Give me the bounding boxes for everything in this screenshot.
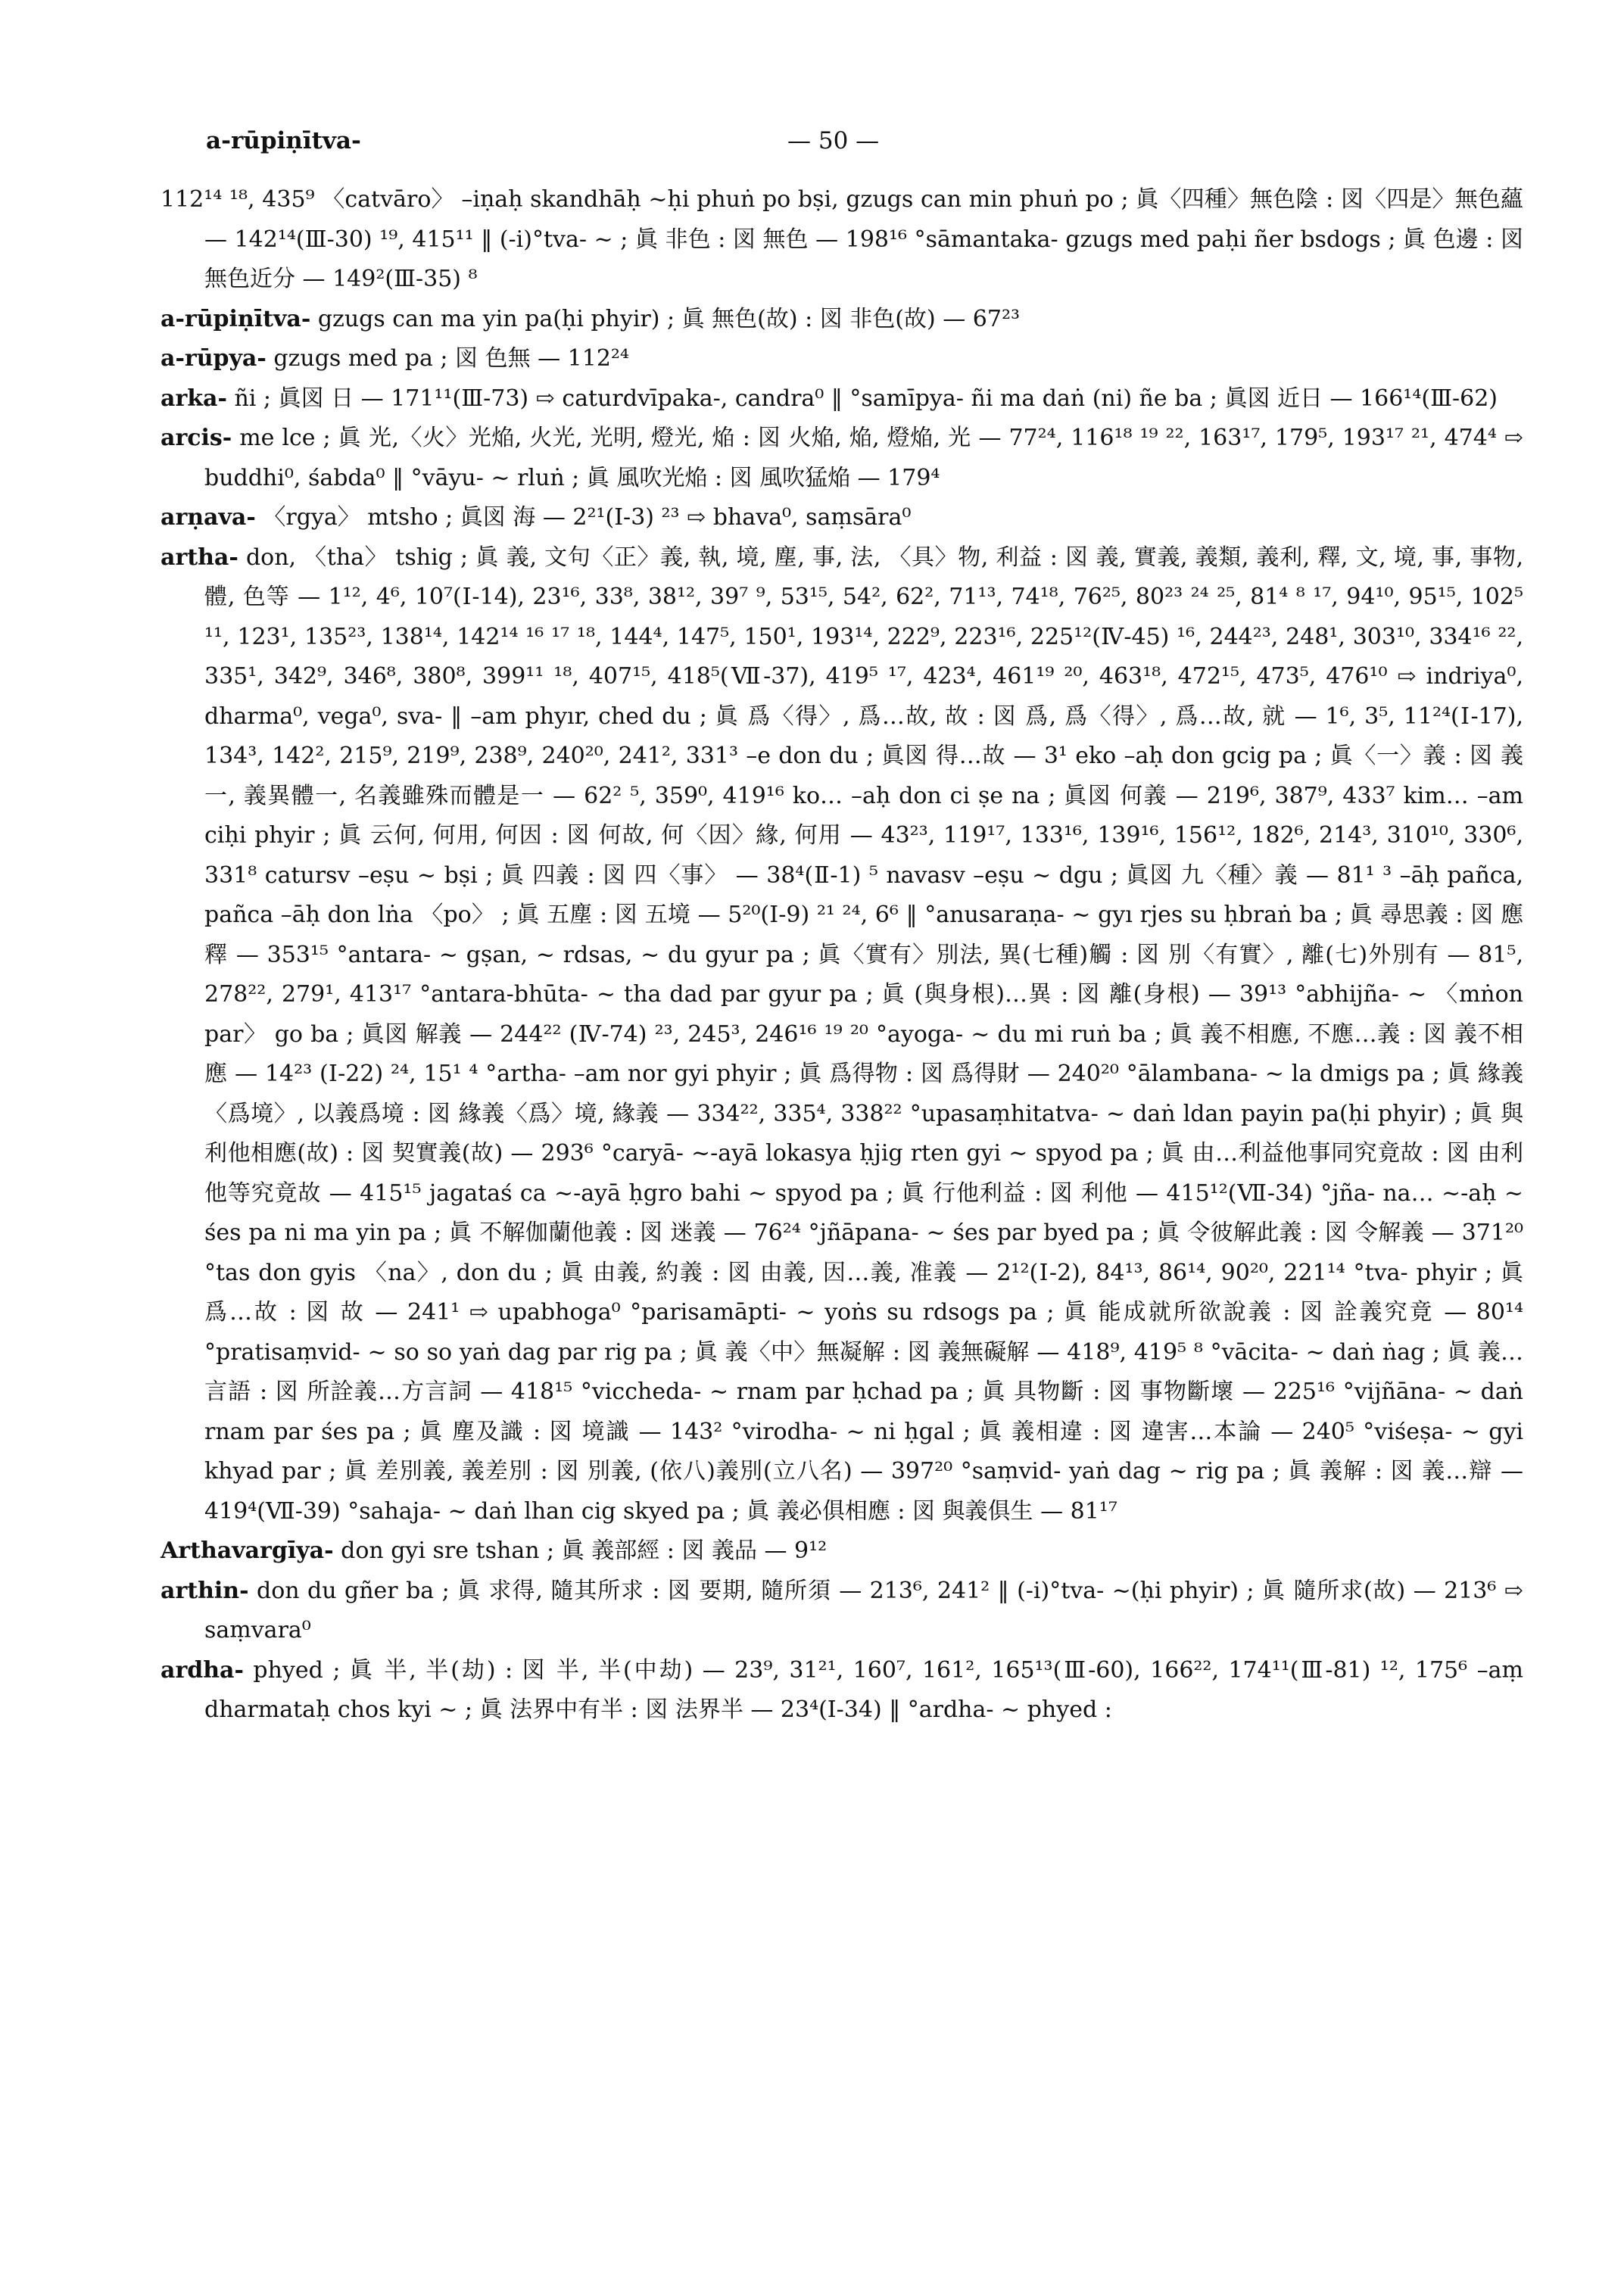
entry-arthin [161,1572,1523,1651]
entry-continuation [161,180,1523,300]
entry-text: 〈rgya〉 mtsho ; 眞図 海 — 2²¹(Ⅰ-3) ²³ ⇨ bhava⁰, saṃsāra⁰ [263,504,912,531]
entry-list [161,180,1523,1731]
entry-a-rupinitva [161,300,1523,340]
entry-arka [161,379,1523,419]
entry-text: gzugs med pa ; 図 色無 — 112²⁴ [273,345,629,372]
entry-headword: arka- [161,385,227,412]
entry-text: ñi ; 眞図 日 — 171¹¹(Ⅲ-73) ⇨ caturdvīpaka-, candra⁰ ‖ °samīpya- ñi ma daṅ (ni) ñe ba ; 眞図 近日 — 166¹⁴(Ⅲ-62) [234,385,1498,412]
entry-text: 112¹⁴ ¹⁸, 435⁹ 〈catvāro〉 –iṇaḥ skandhāḥ ~ḥi phuṅ po bṣi, gzugs can min phuṅ po ; 眞〈四種〉無色陰 : 図〈四是〉無色蘊 — 142¹⁴(Ⅲ-30) ¹⁹, 415¹¹ ‖ (-i)°tva- ~ ; 眞 非色 : 図 無色 — 198¹⁶ °sāmantaka- gzugs med paḥi ñer bsdogs ; 眞 色邊 : 図 無色近分 — 149²(Ⅲ-35) ⁸ [161,186,1523,292]
entry-arcis [161,419,1523,498]
entry-headword: arcis- [161,425,232,451]
entry-headword: artha- [161,544,238,571]
entry-a-rupya [161,339,1523,379]
entry-text: don, 〈tha〉 tshig ; 眞 義, 文句〈正〉義, 執, 境, 塵, 事, 法, 〈具〉物, 利益 : 図 義, 實義, 義類, 義利, 釋, 文, 境, 事, 事物, 體, 色等 — 1¹², 4⁶, 10⁷(Ⅰ-14), 23¹⁶, 33⁸, 38¹², 39⁷ ⁹, 53¹⁵, 54², 62², 71¹³, 74¹⁸, 76²⁵, 80²³ ²⁴ ²⁵, 81⁴ ⁸ ¹⁷, 94¹⁰, 95¹⁵, 102⁵ ¹¹, 123¹, 135²³, 138¹⁴, 142¹⁴ ¹⁶ ¹⁷ ¹⁸, 144⁴, 147⁵, 150¹, 193¹⁴, 222⁹, 223¹⁶, 225¹²(Ⅳ-45) ¹⁶, 244²³, 248¹, 303¹⁰, 334¹⁶ ²², 335¹, 342⁹, 346⁸, 380⁸, 399¹¹ ¹⁸, 407¹⁵, 418⁵(Ⅶ-37), 419⁵ ¹⁷, 423⁴, 461¹⁹ ²⁰, 463¹⁸, 472¹⁵, 473⁵, 476¹⁰ ⇨ indriya⁰, dharma⁰, vega⁰, sva- ‖ –am phyır, ched du ; 眞 爲〈得〉, 爲…故, 故 : 図 爲, 爲〈得〉, 爲…故, 就 — 1⁶, 3⁵, 11²⁴(Ⅰ-17), 134³, 142², 215⁹, 219⁹, 238⁹, 240²⁰, 241², 331³ –e don du ; 眞図 得…故 — 3¹ eko –aḥ don gcig pa ; 眞〈一〉義 : 図 義一, 義異體一, 名義雖殊而體是一 — 62² ⁵, 359⁰, 419¹⁶ ko… –aḥ don ci ṣe na ; 眞図 何義 — 219⁶, 387⁹, 433⁷ kim… –am ciḥi phyir ; 眞 云何, 何用, 何因 : 図 何故, 何〈因〉緣, 何用 — 43²³, 119¹⁷, 133¹⁶, 139¹⁶, 156¹², 182⁶, 214³, 310¹⁰, 330⁶, 331⁸ catursv –eṣu ~ bṣi ; 眞 四義 : 図 四〈事〉 — 38⁴(Ⅱ-1) ⁵ navasv –eṣu ~ dgu ; 眞図 九〈種〉義 — 81¹ ³ –āḥ pañca, pañca –āḥ don lṅa 〈po〉 ; 眞 五塵 : 図 五境 — 5²⁰(Ⅰ-9) ²¹ ²⁴, 6⁶ ‖ °anusaraṇa- ~ gyı rjes su ḥbraṅ ba ; 眞 尋思義 : 図 應釋 — 353¹⁵ °antara- ~ gṣan, ~ rdsas, ~ du gyur pa ; 眞〈實有〉別法, 異(七種)觸 : 図 別〈有實〉, 離(七)外別有 — 81⁵, 278²², 279¹, 413¹⁷ °antara-bhūta- ~ tha dad par gyur pa ; 眞 (與身根)…異 : 図 離(身根) — 39¹³ °abhijña- ~ 〈mṅon par〉 go ba ; 眞図 解義 — 244²² (Ⅳ-74) ²³, 245³, 246¹⁶ ¹⁹ ²⁰ °ayoga- ~ du mi ruṅ ba ; 眞 義不相應, 不應…義 : 図 義不相應 — 14²³ (Ⅰ-22) ²⁴, 15¹ ⁴ °artha- –am nor gyi phyir ; 眞 爲得物 : 図 爲得財 — 240²⁰ °ālambana- ~ la dmigs pa ; 眞 緣義〈爲境〉, 以義爲境 : 図 緣義〈爲〉境, 緣義 — 334²², 335⁴, 338²² °upasaṃhitatva- ~ daṅ ldan payin pa(ḥi phyir) ; 眞 與利他相應(故) : 図 契實義(故) — 293⁶ °caryā- ~-ayā lokasya ḥjig rten gyi ~ spyod pa ; 眞 由…利益他事同究竟故 : 図 由利他等究竟故 — 415¹⁵ jagataś ca ~-ayā ḥgro bahi ~ spyod pa ; 眞 行他利益 : 図 利他 — 415¹²(Ⅶ-34) °jña- na… ~-aḥ ~ śes pa ni ma yin pa ; 眞 不解伽蘭他義 : 図 迷義 — 76²⁴ °jñāpana- ~ śes par byed pa ; 眞 令彼解此義 : 図 令解義 — 371²⁰ °tas don gyis 〈na〉, don du ; 眞 由義, 約義 : 図 由義, 因…義, 准義 — 2¹²(Ⅰ-2), 84¹³, 86¹⁴, 90²⁰, 221¹⁴ °tva- phyir ; 眞 爲…故 : 図 故 — 241¹ ⇨ upabhoga⁰ °parisamāpti- ~ yoṅs su rdsogs pa ; 眞 能成就所欲說義 : 図 詮義究竟 — 80¹⁴ °pratisaṃvid- ~ so so yaṅ dag par rig pa ; 眞 義〈中〉無凝解 : 図 義無礙解 — 418⁹, 419⁵ ⁸ °vācita- ~ daṅ ṅag ; 眞 義…言語 : 図 所詮義…方言詞 — 418¹⁵ °viccheda- ~ rnam par ḥchad pa ; 眞 具物斷 : 図 事物斷壞 — 225¹⁶ °vijñāna- ~ daṅ rnam par śes pa ; 眞 塵及識 : 図 境識 — 143² °virodha- ~ ni ḥgal ; 眞 義相違 : 図 違害…本論 — 240⁵ °viśeṣa- ~ gyi khyad par ; 眞 差別義, 義差別 : 図 別義, (依八)義別(立八名) — 397²⁰ °saṃvid- yaṅ dag ~ rig pa ; 眞 義解 : 図 義…辯 — 419⁴(Ⅶ-39) °sahaja- ~ daṅ lhan cig skyed pa ; 眞 義必俱相應 : 図 與義俱生 — 81¹⁷ [204,544,1523,1525]
entry-text: phyed ; 眞 半, 半(劫) : 図 半, 半(中劫) — 23⁹, 31²¹, 160⁷, 161², 165¹³(Ⅲ-60), 166²², 174¹¹(Ⅲ-81) ¹², 175⁶ –aṃ dharmataḥ chos kyi ~ ; 眞 法界中有半 : 図 法界半 — 23⁴(Ⅰ-34) ‖ °ardha- ~ phyed : [204,1656,1523,1723]
entry-text: don du gñer ba ; 眞 求得, 隨其所求 : 図 要期, 隨所須 — 213⁶, 241² ‖ (-i)°tva- ~(ḥi phyir) ; 眞 隨所求(故) — 213⁶ ⇨ saṃvara⁰ [204,1577,1524,1643]
running-headword: a-rūpiṇītva- [206,127,361,154]
entry-arnava [161,498,1523,538]
entry-headword: Arthavargīya- [161,1537,334,1564]
entry-headword: arṇava- [161,504,256,531]
entry-headword: ardha- [161,1656,244,1684]
entry-artha [161,538,1523,1532]
entry-text: me lce ; 眞 光,〈火〉光焔, 火光, 光明, 燈光, 焔 : 図 火焔, 焔, 燈焔, 光 — 77²⁴, 116¹⁸ ¹⁹ ²², 163¹⁷, 179⁵, 193¹⁷ ²¹, 474⁴ ⇨ buddhi⁰, śabda⁰ ‖ °vāyu- ~ rluṅ ; 眞 風吹光焔 : 図 風吹猛焔 — 179⁴ [204,425,1523,491]
entry-headword: a-rūpya- [161,345,267,372]
entry-headword: a-rūpiṇītva- [161,305,311,332]
entry-headword: arthin- [161,1577,249,1604]
entry-ardha [161,1651,1523,1731]
page-number: — 50 — [787,127,880,154]
entry-text: don gyi sre tshan ; 眞 義部經 : 図 義品 — 9¹² [341,1537,828,1564]
entry-arthavargiya [161,1531,1523,1572]
entry-text: gzugs can ma yin pa(ḥi phyir) ; 眞 無色(故) : 図 非色(故) — 67²³ [317,305,1021,332]
